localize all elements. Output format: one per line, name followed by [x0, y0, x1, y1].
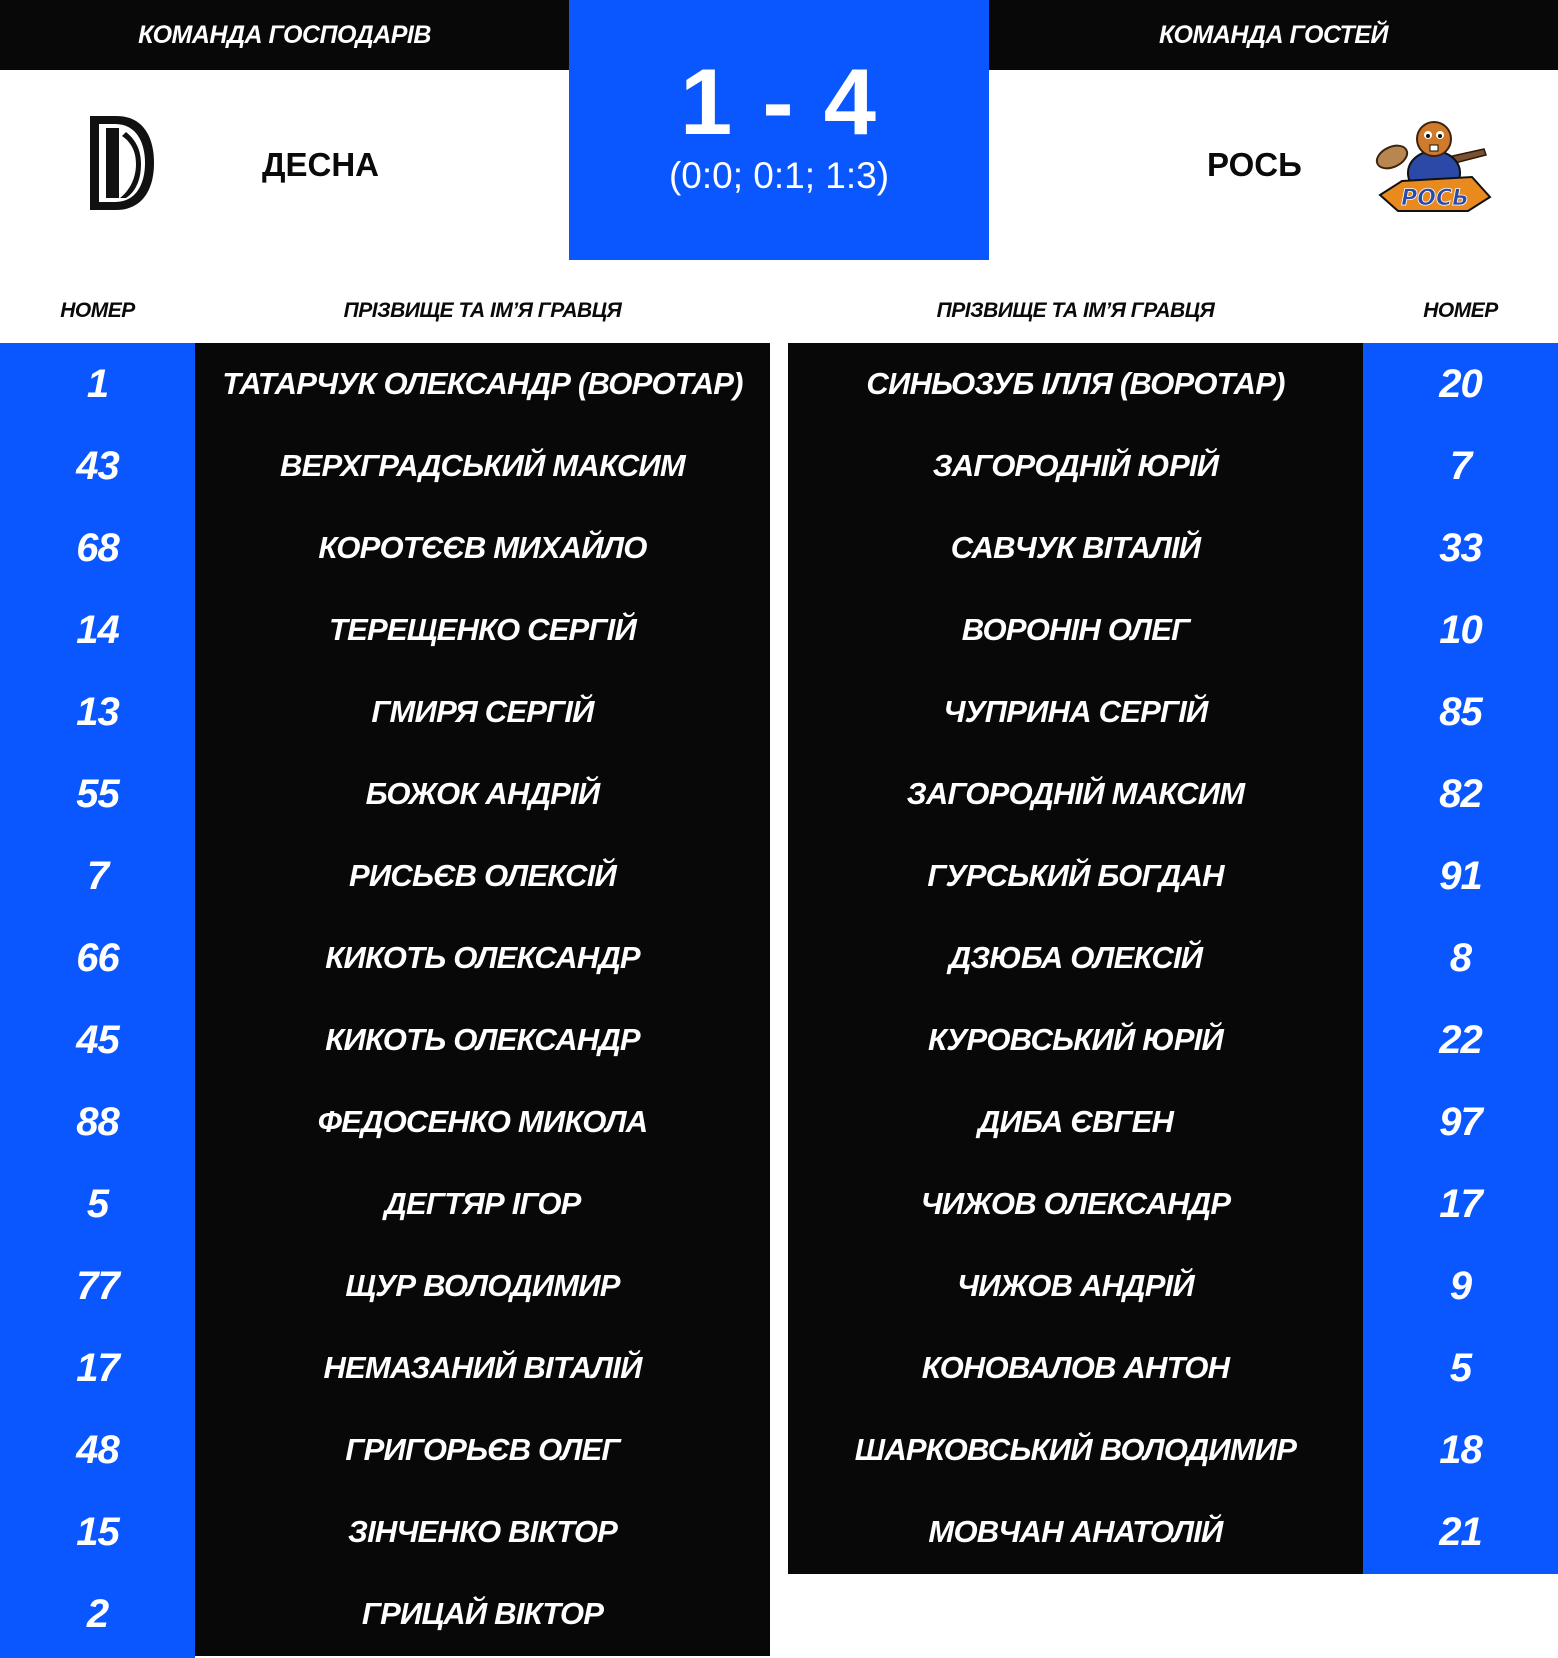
away-number-header: НОМЕР: [1423, 299, 1498, 322]
ros-beaver-logo-icon: [1372, 115, 1498, 215]
home-player-name: БОЖОК АНДРІЙ: [365, 776, 600, 811]
away-player-name: ГУРСЬКИЙ БОГДАН: [927, 858, 1224, 893]
away-player-number: 7: [1449, 443, 1472, 488]
home-player-name: ЗІНЧЕНКО ВІКТОР: [347, 1514, 618, 1549]
home-player-number: 68: [76, 525, 119, 570]
away-player-name: ДЗЮБА ОЛЕКСІЙ: [948, 940, 1203, 975]
away-player-number: 9: [1449, 1263, 1472, 1308]
home-player-number: 45: [76, 1017, 119, 1062]
home-player-name: РИСЬЄВ ОЛЕКСІЙ: [348, 858, 616, 893]
away-player-name: ЗАГОРОДНІЙ ЮРІЙ: [932, 448, 1219, 483]
away-player-name: ЧИЖОВ ОЛЕКСАНДР: [920, 1186, 1231, 1221]
home-player-number: 17: [76, 1345, 119, 1390]
desna-d-logo-icon: [86, 114, 156, 212]
away-player-name: ЧУПРИНА СЕРГІЙ: [943, 694, 1208, 729]
away-player-name: ЧИЖОВ АНДРІЙ: [957, 1268, 1194, 1303]
away-player-name: ДИБА ЄВГЕН: [977, 1104, 1174, 1139]
away-team-header: КОМАНДА ГОСТЕЙ: [989, 0, 1558, 70]
home-player-name: ЩУР ВОЛОДИМИР: [345, 1268, 620, 1303]
home-player-name: ФЕДОСЕНКО МИКОЛА: [317, 1104, 648, 1139]
away-player-number: 33: [1439, 525, 1482, 570]
home-player-name: ГРИГОРЬЄВ ОЛЕГ: [345, 1432, 620, 1467]
away-player-name: КОНОВАЛОВ АНТОН: [921, 1350, 1230, 1385]
home-player-number: 14: [76, 607, 119, 652]
period-scores: (0:0; 0:1; 1:3): [668, 155, 890, 196]
away-player-number: 97: [1439, 1099, 1482, 1144]
home-player-name: ВЕРХГРАДСЬКИЙ МАКСИМ: [280, 448, 685, 483]
home-player-number: 55: [76, 771, 119, 816]
home-player-name: ГРИЦАЙ ВІКТОР: [361, 1596, 604, 1631]
away-player-name: ЗАГОРОДНІЙ МАКСИМ: [906, 776, 1245, 811]
ros-logo-text: РОСЬ: [1401, 186, 1469, 211]
scoreboard: [569, 0, 989, 260]
home-number-header: НОМЕР: [60, 299, 135, 322]
home-player-name: НЕМАЗАНИЙ ВІТАЛІЙ: [323, 1350, 642, 1385]
home-player-number: 77: [76, 1263, 119, 1308]
away-player-number: 5: [1449, 1345, 1472, 1390]
away-player-number: 85: [1439, 689, 1482, 734]
home-player-number: 5: [86, 1181, 109, 1226]
away-player-name: ШАРКОВСЬКИЙ ВОЛОДИМИР: [854, 1432, 1297, 1467]
home-player-name: ДЕГТЯР ІГОР: [384, 1186, 581, 1221]
home-player-name: ТАТАРЧУК ОЛЕКСАНДР (ВОРОТАР): [222, 366, 743, 401]
away-player-header: ПРІЗВИЩЕ ТА ІМ’Я ГРАВЦЯ: [936, 299, 1215, 322]
home-player-number: 15: [76, 1509, 119, 1554]
away-player-number: 18: [1439, 1427, 1482, 1472]
home-player-number: 1: [86, 361, 109, 406]
home-player-number: 66: [76, 935, 119, 980]
away-player-number: 20: [1439, 361, 1482, 406]
home-player-number: 48: [76, 1427, 119, 1472]
away-player-number: 17: [1439, 1181, 1482, 1226]
home-player-number: 2: [86, 1591, 109, 1636]
home-team-name: ДЕСНА: [262, 146, 380, 183]
away-player-name: СИНЬОЗУБ ІЛЛЯ (ВОРОТАР): [866, 366, 1285, 401]
away-player-name: САВЧУК ВІТАЛІЙ: [950, 530, 1201, 565]
home-player-number: 7: [86, 853, 109, 898]
home-player-name: КИКОТЬ ОЛЕКСАНДР: [325, 940, 640, 975]
final-score: 1 - 4: [679, 49, 879, 154]
home-player-name: ТЕРЕЩЕНКО СЕРГІЙ: [329, 612, 636, 647]
home-player-name: КИКОТЬ ОЛЕКСАНДР: [325, 1022, 640, 1057]
away-player-name: КУРОВСЬКИЙ ЮРІЙ: [928, 1022, 1223, 1057]
away-player-number: 82: [1439, 771, 1482, 816]
home-team-header: КОМАНДА ГОСПОДАРІВ: [0, 0, 569, 70]
away-player-number: 10: [1439, 607, 1482, 652]
away-player-number: 8: [1449, 935, 1472, 980]
home-player-number: 88: [76, 1099, 119, 1144]
away-player-name: МОВЧАН АНАТОЛІЙ: [928, 1514, 1223, 1549]
home-player-name: ГМИРЯ СЕРГІЙ: [371, 694, 594, 729]
home-player-number: 43: [76, 443, 119, 488]
home-player-header: ПРІЗВИЩЕ ТА ІМ’Я ГРАВЦЯ: [343, 299, 622, 322]
away-team-name: РОСЬ: [1207, 146, 1302, 183]
home-player-number: 13: [76, 689, 119, 734]
away-player-number: 21: [1439, 1509, 1482, 1554]
away-player-number: 91: [1439, 853, 1482, 898]
away-player-number: 22: [1439, 1017, 1482, 1062]
home-player-name: КОРОТЄЄВ МИХАЙЛО: [318, 530, 647, 565]
away-player-name: ВОРОНІН ОЛЕГ: [961, 612, 1190, 647]
